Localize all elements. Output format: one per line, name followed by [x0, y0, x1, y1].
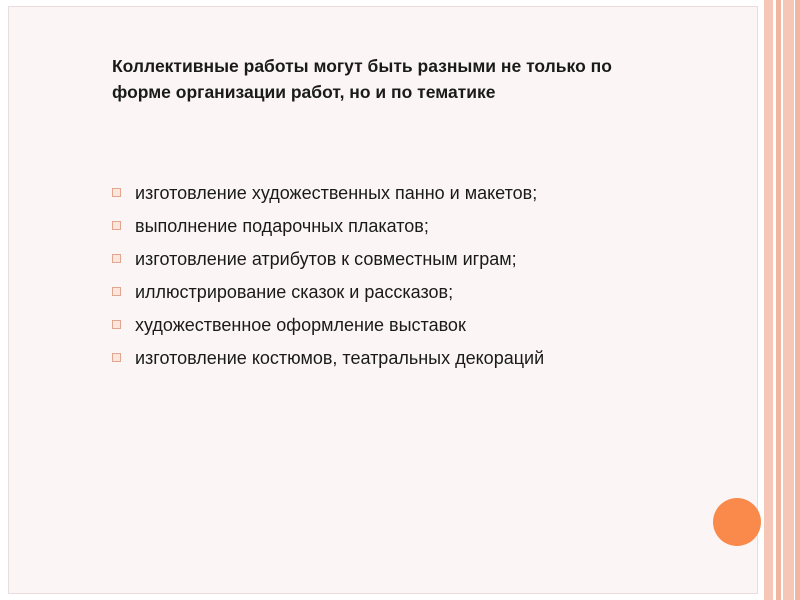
square-bullet-icon: [112, 188, 121, 197]
bullet-item: [112, 214, 632, 238]
bullet-text: выполнение подарочных плакатов;: [135, 216, 429, 236]
bullet-text: иллюстрирование сказок и рассказов;: [135, 282, 454, 302]
bullet-list: [112, 181, 632, 379]
bullet-text: изготовление костюмов, театральных декораций: [135, 348, 545, 368]
decorative-stripe: [764, 0, 773, 600]
bullet-item: [112, 181, 632, 205]
square-bullet-icon: [112, 353, 121, 362]
bullet-text: изготовление атрибутов к совместным играм;: [135, 249, 517, 269]
decorative-stripe: [795, 0, 800, 600]
square-bullet-icon: [112, 254, 121, 263]
bullet-text: художественное оформление выставок: [135, 315, 466, 335]
decorative-stripe: [776, 0, 781, 600]
slide-title: Коллективные работы могут быть разными не только по форме организации работ, но и по тематике: [112, 56, 612, 102]
square-bullet-icon: [112, 320, 121, 329]
decorative-stripe: [783, 0, 794, 600]
bullet-text: изготовление художественных панно и макетов;: [135, 183, 538, 203]
decorative-circle: [713, 498, 761, 546]
square-bullet-icon: [112, 221, 121, 230]
bullet-item: [112, 280, 632, 304]
bullet-item: [112, 346, 632, 370]
square-bullet-icon: [112, 287, 121, 296]
bullet-item: [112, 247, 632, 271]
bullet-item: [112, 313, 632, 337]
